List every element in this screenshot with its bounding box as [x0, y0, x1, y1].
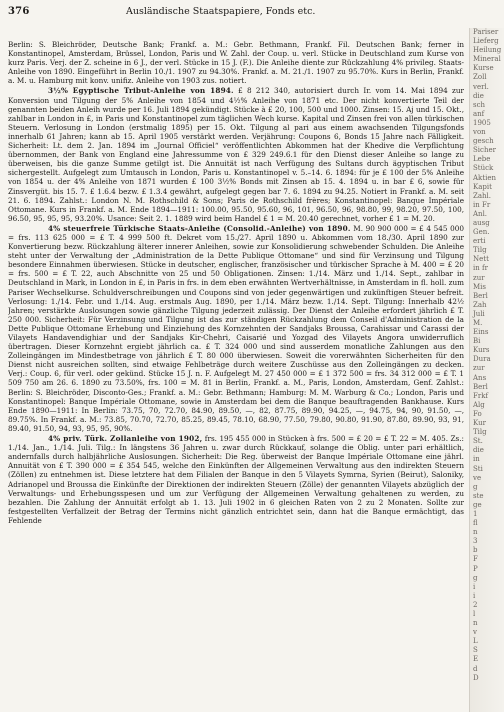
facing-page-fragment: Lebe — [473, 155, 491, 164]
facing-page-fragment: Kur — [473, 419, 486, 428]
facing-page-fragment: die — [473, 91, 484, 100]
running-head: Ausländische Staatspapiere, Fonds etc. — [126, 6, 316, 17]
page-number: 376 — [8, 6, 30, 17]
facing-page-fragment: Tilg — [473, 246, 487, 255]
facing-page-fragment: Kurs — [473, 346, 490, 355]
facing-page-fragment: die — [473, 446, 484, 455]
facing-page-fragment: Dura — [473, 355, 491, 364]
facing-page-fragment: Berl — [473, 291, 488, 300]
facing-page-fragment: n — [473, 619, 478, 628]
facing-page-fragment: g — [473, 482, 478, 491]
facing-page-fragment: n — [473, 528, 478, 537]
facing-page-fragment: Kurse — [473, 64, 494, 73]
section-heading: 4% priv. Türk. Zollanleihe von 1902, — [48, 434, 203, 444]
facing-page-fragment: 1905 — [473, 118, 491, 127]
facing-page-fragment: Aktien — [473, 173, 496, 182]
body-text — [8, 40, 464, 705]
facing-page-fragment: gesch — [473, 137, 494, 146]
facing-page-fragment: v — [473, 628, 477, 637]
facing-page-fragment: in Fr — [473, 200, 491, 209]
page-header — [8, 6, 478, 22]
facing-page-fragment: Mis — [473, 282, 486, 291]
facing-page-fragment: zur — [473, 273, 485, 282]
facing-page-fragment: Berl — [473, 382, 488, 391]
facing-page-fragment: g — [473, 573, 478, 582]
section-text: frs. 195 455 000 in Stücken à frs. 500 = £ 20 = £ T. 22 = M. 405. Zs.: 1./14. Jan., 1./14. Juli. Tilg.: In längstens 36 Jahren u. zwar durch Rückkauf, solange die Oblig. unter pari erhältlich, andernfalls durch halbjährliche Auslosungen. Sicherheit: Die Reg. überweist der Banque Impériale Ottomane eine jährl. Annuität von £ T. 390 000 = £ 354 545, welche den Einkünften der Allgemeinen Verwaltung aus den indirekten Steuern (Zöllen) zu entnehmen ist. Diese letztere hat dem Filialen der Banque in den 5 Vilayets Symrna, Syrien (Beirut), Saloniky, Adrianopel und Broussa die Einkünfte der Direktionen der indirekten Steuern (Zölle) der genannten Vilayets abzüglich der Verwaltungs- und Erhebungsspesen und um zur Verfügung der Allgemeinen Verwaltung gehaltenen zu werden, zu bezahlen. Die Zahlung der Annuität erfolgt ab 1. 13. Juli 1902 in 6 gleichen Raten von 2 zu 2 Monaten. Sollte zur festgestellten Verfallzeit der Betrag der Termins nicht gänzlich entrichtet sein, dann hat die Banque ermächtigt, das Fehlende — [8, 434, 464, 525]
facing-page-edge — [469, 28, 504, 712]
facing-page-fragment: Lieferg — [473, 37, 499, 46]
facing-page-fragment: Sicher — [473, 146, 496, 155]
facing-page-fragment: Ans — [473, 373, 487, 382]
facing-page-fragment: S — [473, 646, 478, 655]
facing-page-fragment: ge — [473, 500, 482, 509]
facing-page-fragment: Juli — [473, 309, 485, 318]
facing-page-fragment: sch — [473, 100, 486, 109]
facing-page-fragment: Stück — [473, 164, 494, 173]
facing-page-fragment: Tilg — [473, 428, 487, 437]
facing-page-fragment: Zoll — [473, 73, 487, 82]
facing-page-fragment: d — [473, 664, 478, 673]
section-text: £ 8 212 340, autorisiert durch Ir. vom 14. Mai 1894 zur Konversion und Tilgung der 5% Anleihe von 1854 und 4½% Anleihe von 1871 etc. Der nicht konvertierte Teil der genannten beiden Anleih wurde per 16. Juli 1894 gekündigt. Stücke à £ 20, 100, 500 und 1000. Zinsen: 15. Aj und 15. Okt., zahlbar in London in £, in Paris und Konstantinopel zum täglichen Wech kurse. Kapital und Zinsen frei von allen türkischen Steuern. Verlosung in London (erstmalig 1895) per 15. Okt. Tilgung al pari aus einem awachsenden Tilgungsfonds innerhalb 61 Jahren; kann ab 15. April 1905 verstärkt werden. Verjährung: Coupons 6, Bonds 15 Jahre nach Fälligkeit. Sicherheit: Lt. dem 2. Jan. 1894 im „Journal Officiel“ veröffentlichten Abkommen hat der Khedive die Verpflichtung übernommen, der Bank von England eine Jahressumme von £ 329 249.6.1 für den Dienst dieser Anleihe so lange zu überweisen, bis die ganze Summe getilgt ist. Die Annuität ist nach Verfügung des Sultans durch ägyptischen Tribut sichergestellt. Aufgelegt zum Umtausch in London, Paris u. Konstantinopel v. 5.–14. 6. 1894: für je £ 100 der 5% Anleihe von 1854 u. der 4% Anleihe von 1871 wurden £ 100 3½% Bonds mit Zinsen ab 15. 4. 1894 u. in bar £ 6, sowie für Zinsvergüt. bis 15. 7. £ 1.6.4 bezw. £ 1.3.4 gewährt, aufgelegt gegen bar 7. 6. 1894 zu 94.25. Notiert in Frankf. a. M. seit 21. 6. 1894. Zahlst.: London N. M. Rothschild & Sons; Paris de Rothschild frères; Konstantinopel: Banque Impériale Ottomane. Kurs in Frankf. a. M. Ende 1894—1911: 100.00, 95.50, 95.60, 96, 101, 96.50, 96, 98.80, 99, 98.20, 97.50, 100, 96.50, 95, 95, 95, 93.20%. Usance: Seit 2. 1. 1889 wird beim Handel £ 1 = M. 20.40 gerechnet, vorher £ 1 = M. 20. — [8, 86, 464, 223]
facing-page-fragment: Fo — [473, 409, 482, 418]
section-heading: 3½% Egyptische Tribut-Anleihe von 1894. — [48, 86, 234, 96]
facing-page-fragment: in fr — [473, 264, 488, 273]
facing-page-fragment: Anl. — [473, 209, 488, 218]
facing-page-fragment: 1 — [473, 509, 478, 518]
facing-page-fragment: l — [473, 610, 476, 618]
section-egyptian-tribute-loan — [8, 86, 464, 222]
section-text: M. 90 900 000 = £ 4 545 000 = frs. 113 625 000 = £ T. 4 999 500 ft. Dekret vom 15./27. April 1890 u. Abkommen vom 18./30. April 1890 zur Konvertierung bezw. Rückzahlung älterer innerer Anleihen, sowie zur Konsolidierung schwebender Schulden. Die Anleihe steht unter der Verwaltung der „Administration de la Dette Publique Ottomane“ und sind für Verzinsung und Tilgung besondere Einnahmen überwiesen. Stücke in deutscher, englischer, französischer und türkischer Sprache à M. 400 = £ 20 = frs. 500 = £ T. 22, auch Abschnitte von 25 und 50 Obligationen. Zinsen: 1./14. März und 1./14. Sept., zahlbar in Deutschland in Mark, in London in £, in Paris in frs. in dem eben erwähnten Wertverhältnisse, in Amsterdam in fl. holl. zum Pariser Wechselkurse. Schuldverschreibungen und Coupons sind von jeder gegenwärtigen und zukünftigen Steuer befreit. Verlosung: 1./14. Febr. und 1./14. Aug. erstmals Aug. 1890, per 1./14. März bezw. 1./14. Sept. Tilgung: Innerhalb 42½ Jahren; verstärkte Auslosungen sowie gänzliche Tilgung jederzeit zulässig. Der Dienst der Anleihe erfordert jährlich £ T. 250 000. Sicherheit: Für Verzinsung und Tilgung ist das zur ständigen Rückzahlung dem Conseil d'Administration de la Dette Publique Ottomane Erhebung und Einziehung des Kornzehnten der Sandjaks Broussa, Carahissar und Carassi der Vilayets Handavendighiar und der Sandjaks Kir-Chehri, Caisarié und Yozgad des Vilayets Angora unwiderruflich übertragen. Dieser Kornzehnt ergiebt jährlich ca. £ T. 324 000 und sind ausserdem monatliche Zahlungen aus den Zolleingängen im Mindestbetrage von jährlich £ T. 80 000 überwiesen. Soweit die vorerwähnten Sicherheiten für den Dienst nicht ausreichen sollten, sind etwaige Fehlbeträge durch weitere Zuschüsse aus den Zolleingängen zu decken. Verj.: Coup. 6, für verl. oder gekünd. Stücke 15 J. n. F. Aufgelegt M. 27 450 000 = £ 1 372 500 = frs. 34 312 000 = £ T. 1 509 750 am 26. 6. 1890 zu 73.50%, frs. 100 = M. 81 in Berlin, Frankf. a. M., Paris, London, Amsterdam, Genf. Zahlst.: Berlin: S. Bleichröder, Disconto-Ges.; Frankf. a. M.: Gebr. Bethmann; Hamburg: M. M. Warburg & Co.; London, Paris und Konstantinopel: Banque Impériale Ottomane, sowie in Amsterdam bei dem die Banque beauftragenden Bankhause. Kurs Ende 1890—1911: In Berlin: 73.75, 70, 72.70, 84.90, 89.50, —, 82, 87.75, 89.90, 94.25, —, 94.75, 94, 90, 91.50, —, 89.75%. In Frankf. a. M.: 73.85, 70.70, 72.70, 85.25, 89.45, 78.10, 68.90, 77.50, 79.80, 90.80, 91.90, 87.80, 89.90, 93, 91, 89.40, 91.50, 94, 93, 95, 95, 90%. — [8, 223, 464, 433]
facing-page-fragment: verl. — [473, 82, 489, 91]
facing-page-fragment: 2 — [473, 600, 478, 609]
facing-page-fragment: ausg — [473, 218, 490, 227]
section-turkish-customs-loan — [8, 434, 464, 525]
facing-page-fragment: fl — [473, 519, 478, 528]
facing-page-fragment: 3 — [473, 537, 478, 546]
facing-page-fragment: Sti — [473, 464, 483, 473]
facing-page-fragment: erti — [473, 237, 486, 246]
facing-page-fragment: D — [473, 673, 479, 682]
facing-page-fragment: Eins — [473, 328, 489, 337]
facing-page-fragment: ve — [473, 473, 482, 482]
paragraph-berlin-paying-agents: Berlin: S. Bleichröder, Deutsche Bank; Frankf. a. M.: Gebr. Bethmann, Frankf. Fil. Deutschen Bank; ferner in Konstantinopel, Amsterdam, Brüssel, London, Paris und W. Zahl. der Coup. u. verl. Stücke in Deutschland zum Kurse von kurz Paris. Verj. der Z. scheine in 6 J., der verl. Stücke in 15 J. (F.). Die Anleihe diente zur Rückzahlung 4% privileg. Staats-Anleihe von 1890. Eingeführt in Berlin 10./1. 1907 zu 94.30%. Frankf. a. M. 21./1. 1907 zu 95.70%. Kurs in Berlin, Frankf. a. M. u. Hamburg mit konv. unifiz. Anleihe von 1903 zus. notiert. — [8, 40, 464, 86]
facing-page-fragment: Bi — [473, 337, 481, 346]
facing-page-fragment: zur — [473, 364, 485, 373]
section-turkish-consolidated-loan — [8, 224, 464, 433]
facing-page-fragment: Kapit — [473, 182, 492, 191]
facing-page-fragment: St. — [473, 437, 483, 446]
facing-page-fragment: b — [473, 546, 478, 555]
facing-page-fragment: L — [473, 637, 478, 646]
facing-page-fragment: anf — [473, 109, 485, 118]
facing-page-fragment: in — [473, 455, 480, 464]
facing-page-fragment: E — [473, 655, 479, 664]
facing-page-fragment: Mineral — [473, 55, 501, 64]
facing-page-fragment: M. — [473, 319, 483, 327]
facing-page-fragment: F — [473, 555, 478, 564]
facing-page-fragment: Gen. — [473, 228, 490, 237]
facing-page-fragment: i — [473, 582, 476, 591]
facing-page-fragment: Heilung — [473, 46, 502, 55]
facing-page-fragment: P — [473, 564, 478, 573]
facing-page-fragment: von — [473, 128, 486, 137]
facing-page-fragment: Zahl. — [473, 191, 492, 200]
facing-page-fragment: Frkf — [473, 391, 489, 400]
section-heading: 4% steuerfreie Türkische Staats-Anleihe (Consolid.-Anleihe) von 1890. — [48, 223, 351, 233]
facing-page-fragment: Pariser — [473, 28, 499, 36]
facing-page-fragment: ste — [473, 491, 484, 500]
facing-page-fragment: Alg — [473, 400, 485, 409]
facing-page-fragment: Zah — [473, 300, 487, 309]
facing-page-fragment: i — [473, 591, 476, 600]
facing-page-fragment: Nett — [473, 255, 489, 264]
